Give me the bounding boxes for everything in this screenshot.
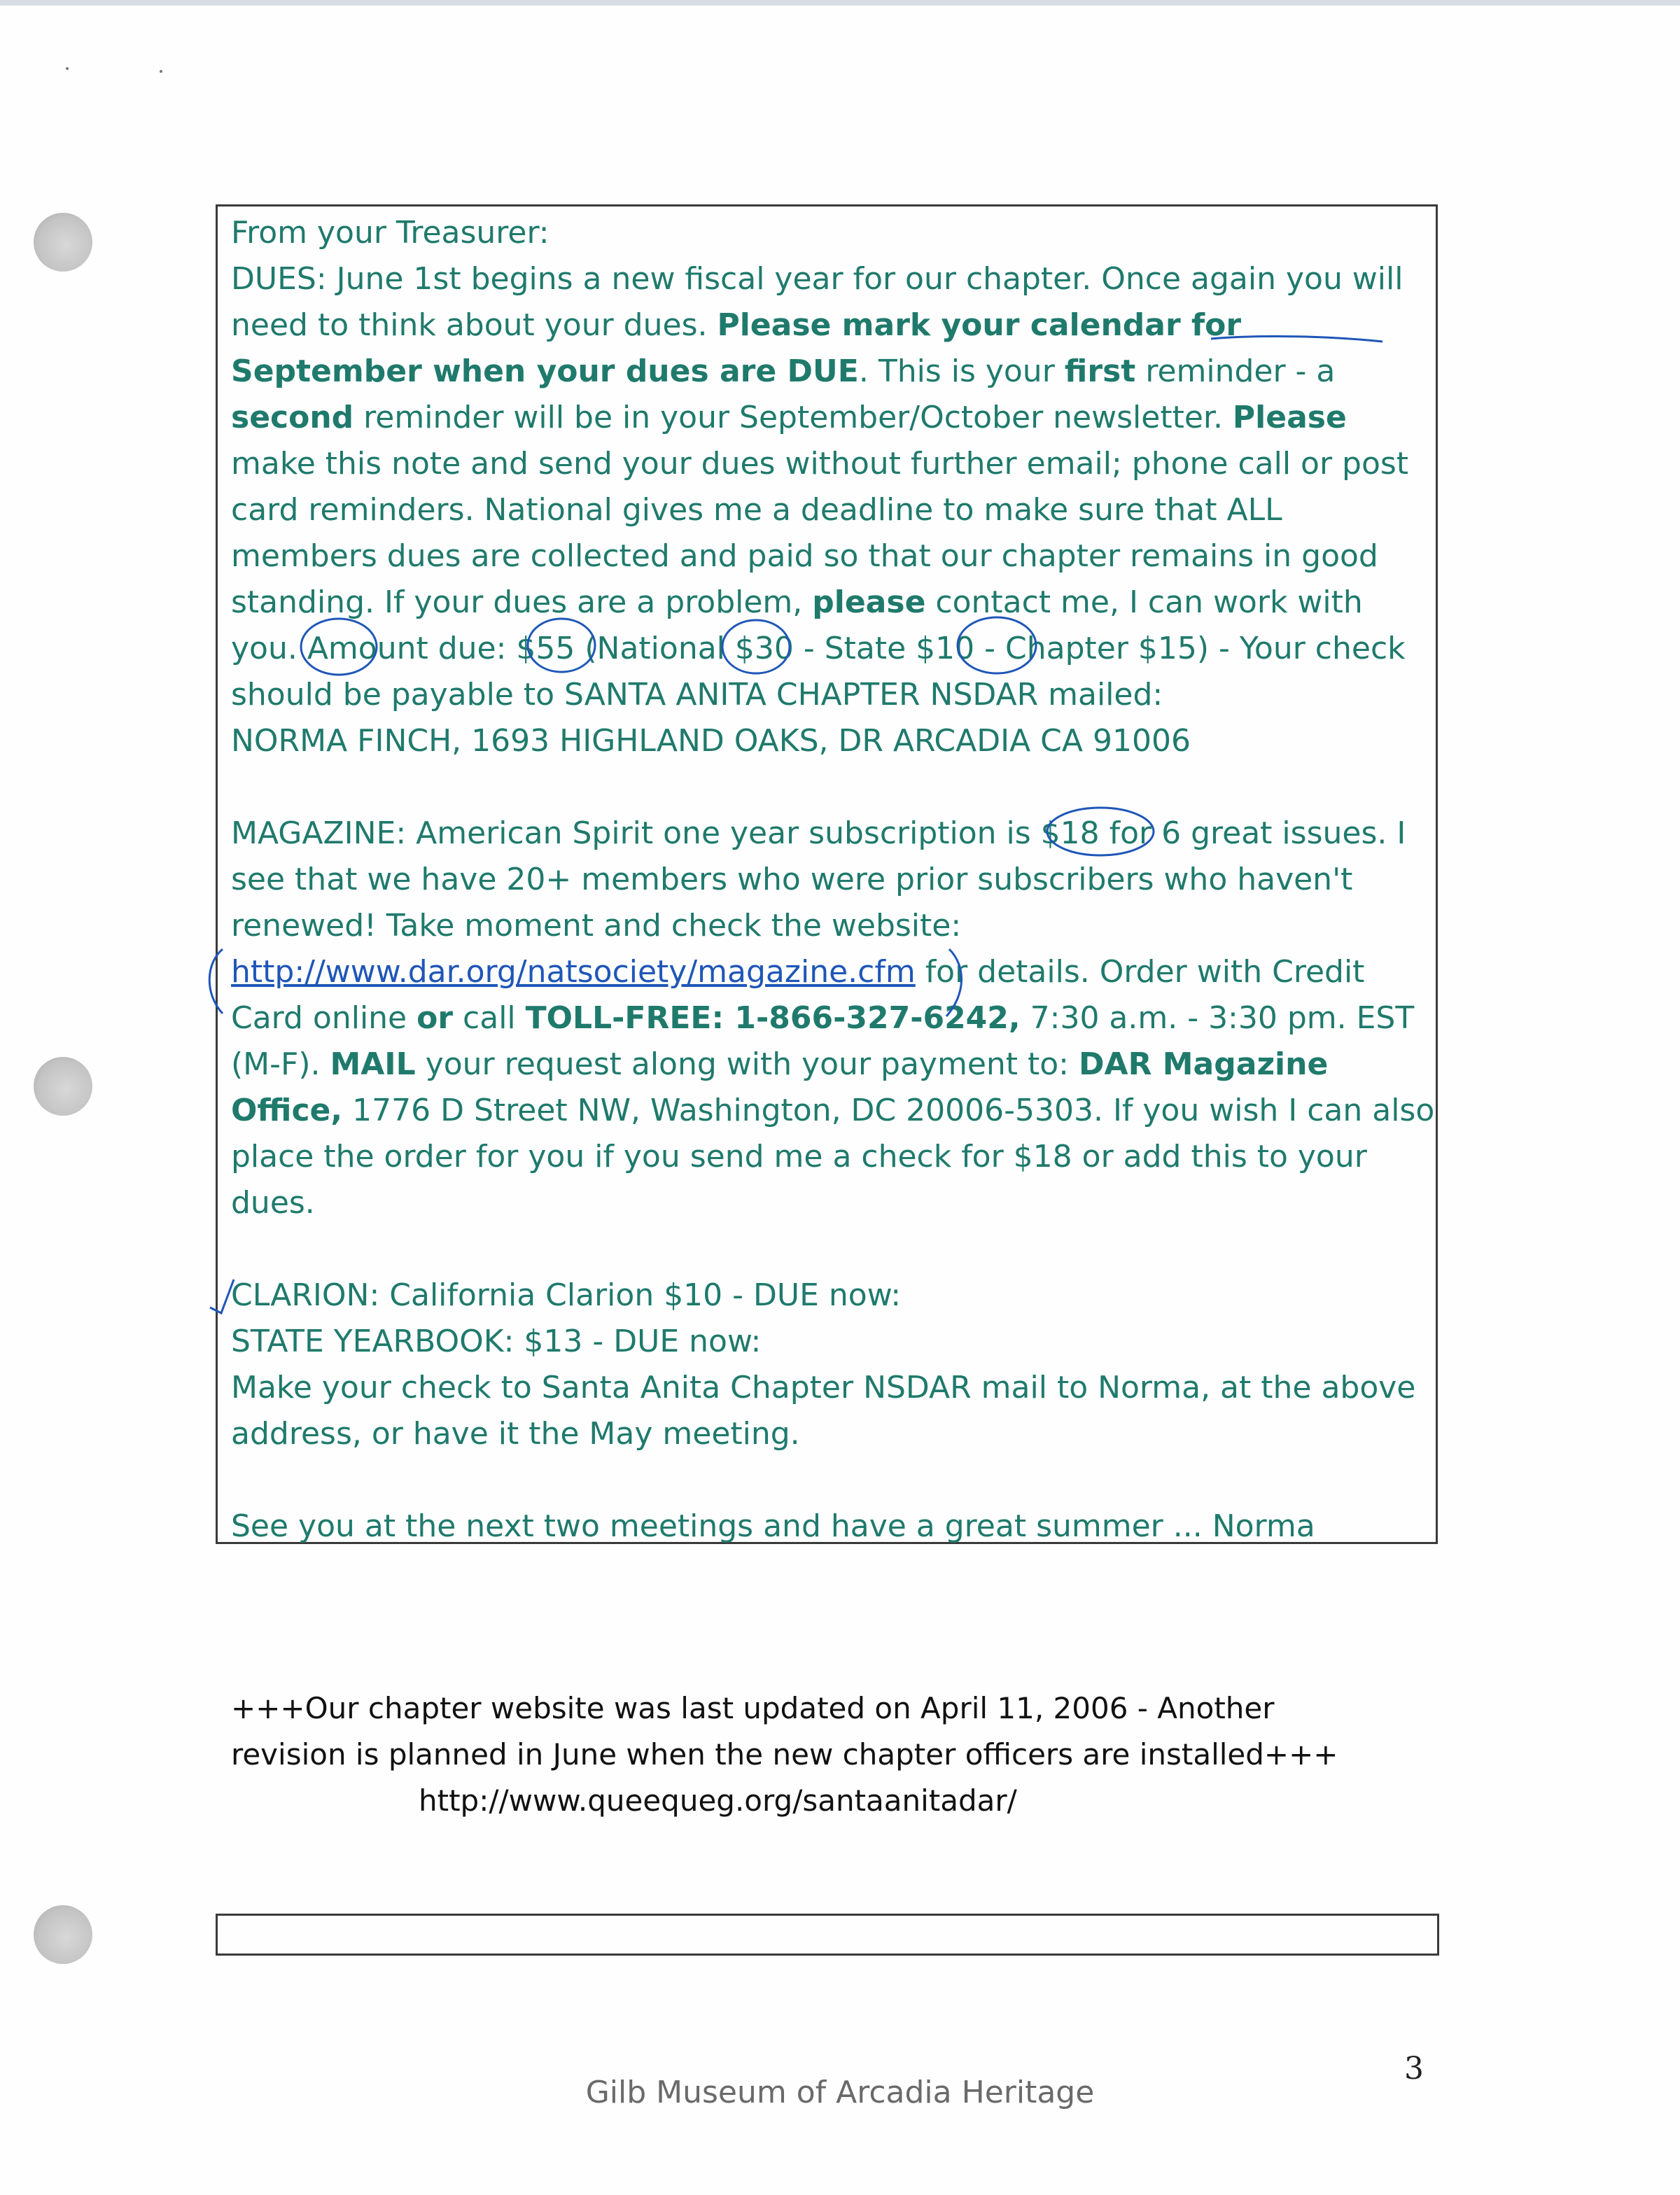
notice-line-1: +++Our chapter website was last updated on April 11, 2006 - Another xyxy=(231,1691,1275,1725)
scan-top-edge xyxy=(0,0,1680,6)
letter-greeting: From your Treasurer: xyxy=(231,215,550,251)
magazine-link[interactable]: http://www.dar.org/natsociety/magazine.cfm xyxy=(231,954,916,990)
mailing-address: NORMA FINCH, 1693 HIGHLAND OAKS, DR ARCADIA CA 91006 xyxy=(231,723,1191,759)
binder-hole-middle xyxy=(34,1057,92,1116)
dues-paragraph: DUES: June 1st begins a new fiscal year for our chapter. Once again you will need to think about your dues. Please mark your calendar for September when your dues are DUE. This is your first reminder - a second reminder will be in your September/October newsletter. Please make this note and send your dues without further email; phone call or post card reminders. National gives me a deadline to make sure that ALL members dues are collected and paid so that our chapter remains in good standing. If your dues are a problem, please contact me, I can work with you. Amount due: $55 (National $30 - State $10 - Chapter $15) - Your check should be payable to SANTA ANITA CHAPTER NSDAR mailed: xyxy=(231,261,1409,713)
yearbook-line: STATE YEARBOOK: $13 - DUE now: xyxy=(231,1324,762,1359)
treasurer-letter xyxy=(231,210,1435,1550)
website-notice xyxy=(231,1685,1421,1824)
check-instructions: Make your check to Santa Anita Chapter NSDAR mail to Norma, at the above address, or have it the May meeting. xyxy=(231,1370,1416,1452)
footer-credit: Gilb Museum of Arcadia Heritage xyxy=(585,2075,1095,2110)
magazine-paragraph: MAGAZINE: American Spirit one year subscription is $18 for 6 great issues. I see that we have 20+ members who were prior subscribers who haven't renewed! Take moment and check the website: http://www.dar.org/natsociety/magazine.cfm for details. Order with Credit Card online or call TOLL-FREE: 1-866-327-6242, 7:30 a.m. - 3:30 pm. EST (M-F). MAIL your request along with your payment to: DAR Magazine Office, 1776 D Street NW, Washington, DC 20006-5303. If you wish I can also place the order for you if you send me a check for $18 or add this to your dues. xyxy=(231,815,1435,1221)
chapter-website-link[interactable]: http://www.queequeg.org/santaanitadar/ xyxy=(419,1783,1017,1818)
binder-hole-top xyxy=(34,213,92,272)
scan-speck xyxy=(160,70,162,73)
page-number: 3 xyxy=(1404,2051,1424,2087)
clarion-line: CLARION: California Clarion $10 - DUE now: xyxy=(231,1277,902,1313)
toll-free-number: TOLL-FREE: 1-866-327-6242, xyxy=(525,1000,1021,1036)
scan-speck xyxy=(66,67,69,70)
letter-closing: See you at the next two meetings and have a great summer ... Norma xyxy=(231,1508,1315,1544)
notice-line-2: revision is planned in June when the new chapter officers are installed+++ xyxy=(231,1737,1338,1772)
dues-calendar-note: Please mark your calendar for September when your dues are DUE xyxy=(231,307,1242,389)
binder-hole-bottom xyxy=(34,1905,92,1964)
empty-box xyxy=(216,1914,1439,1956)
